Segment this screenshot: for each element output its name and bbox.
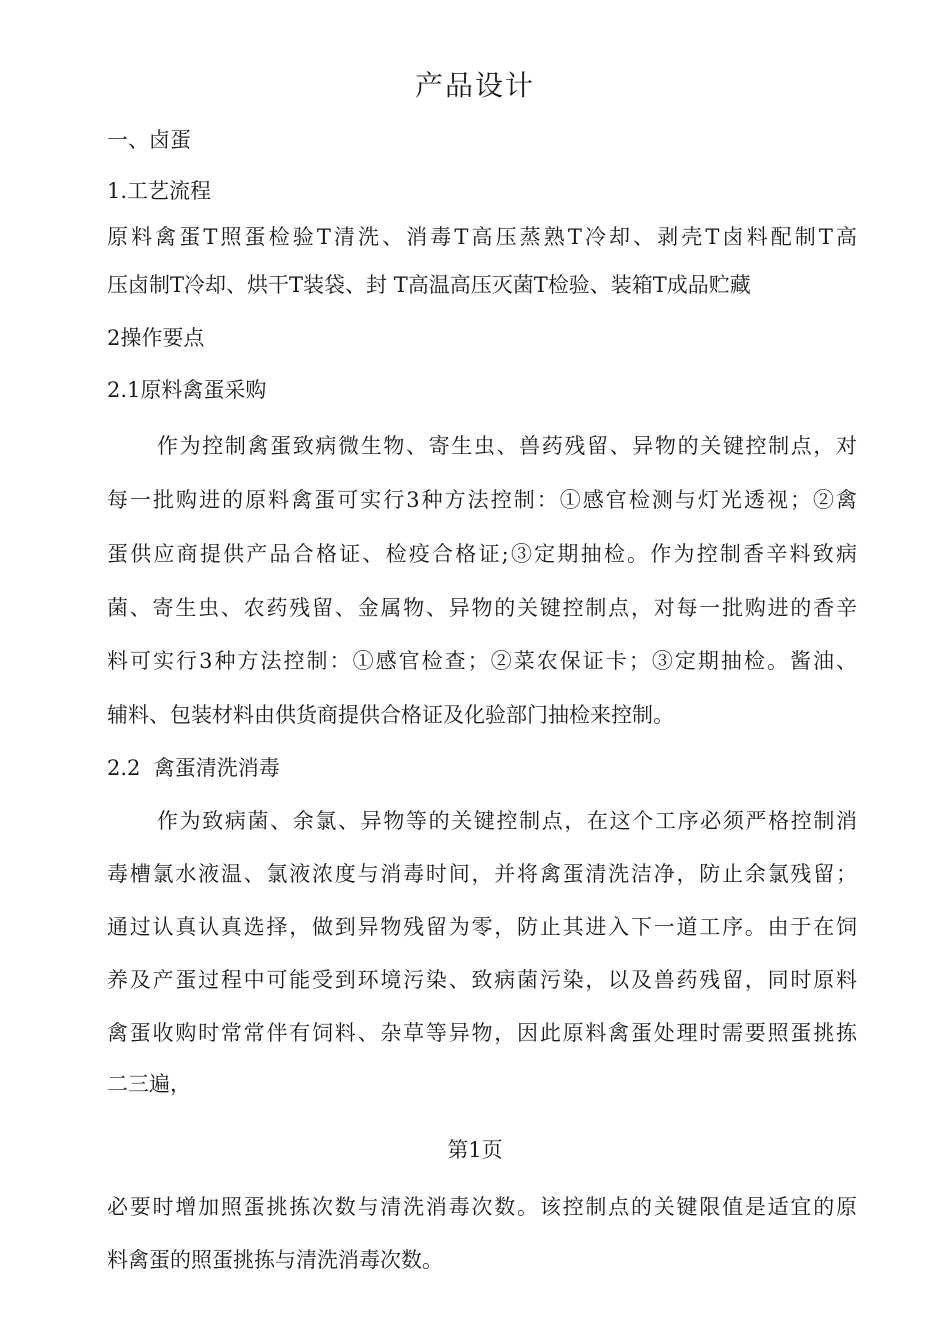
paragraph-line: 毒槽氯水液温、氯液浓度与消毒时间，并将禽蛋清洗洁净，防止余氯残留； <box>107 862 857 886</box>
paragraph-line: 料禽蛋的照蛋挑拣与清洗消毒次数。 <box>107 1248 443 1272</box>
paragraph-line: 每一批购进的原料禽蛋可实行3种方法控制：①感官检测与灯光透视；②禽 <box>107 488 857 512</box>
paragraph-line: 通过认真认真选择，做到异物残留为零，防止其进入下一道工序。由于在饲 <box>107 915 857 939</box>
subheading-raw-egg-purchase: 2.1原料禽蛋采购 <box>107 378 267 402</box>
paragraph-line: 作为致病菌、余氯、异物等的关键控制点，在这个工序必须严格控制消 <box>157 809 857 833</box>
paragraph-line: 料可实行3种方法控制：①感官检查；②菜农保证卡；③定期抽检。酱油、 <box>107 649 857 673</box>
flow-line: 压卤制T冷却、烘干T装袋、封 T高温高压灭菌T检验、装箱T成品贮藏 <box>107 273 751 297</box>
paragraph-line: 作为控制禽蛋致病微生物、寄生虫、兽药残留、异物的关键控制点，对 <box>157 434 857 458</box>
section-heading-ludan: 一、卤蛋 <box>107 128 191 152</box>
paragraph-line: 必要时增加照蛋挑拣次数与清洗消毒次数。该控制点的关键限值是适宜的原 <box>107 1195 857 1219</box>
subheading-egg-cleaning: 2.2 禽蛋清洗消毒 <box>107 756 280 780</box>
paragraph-line: 禽蛋收购时常常伴有饲料、杂草等异物，因此原料禽蛋处理时需要照蛋挑拣 <box>107 1021 857 1045</box>
page-number: 第1页 <box>447 1138 503 1162</box>
subheading-process-flow: 1.工艺流程 <box>107 179 212 203</box>
subheading-operation-points: 2操作要点 <box>107 326 205 350</box>
paragraph-line: 蛋供应商提供产品合格证、检疫合格证;③定期抽检。作为控制香辛料致病 <box>107 542 857 566</box>
flow-line: 原料禽蛋T照蛋检验T清洗、消毒T高压蒸熟T冷却、剥壳T卤料配制T高 <box>107 225 857 249</box>
paragraph-line: 菌、寄生虫、农药残留、金属物、异物的关键控制点，对每一批购进的香辛 <box>107 596 857 620</box>
page-title: 产品设计 <box>414 69 535 102</box>
paragraph-line: 辅料、包装材料由供货商提供合格证及化验部门抽检来控制。 <box>107 703 674 727</box>
paragraph-line: 养及产蛋过程中可能受到环境污染、致病菌污染，以及兽药残留，同时原料 <box>107 968 857 992</box>
paragraph-line: 二三遍， <box>107 1072 191 1096</box>
